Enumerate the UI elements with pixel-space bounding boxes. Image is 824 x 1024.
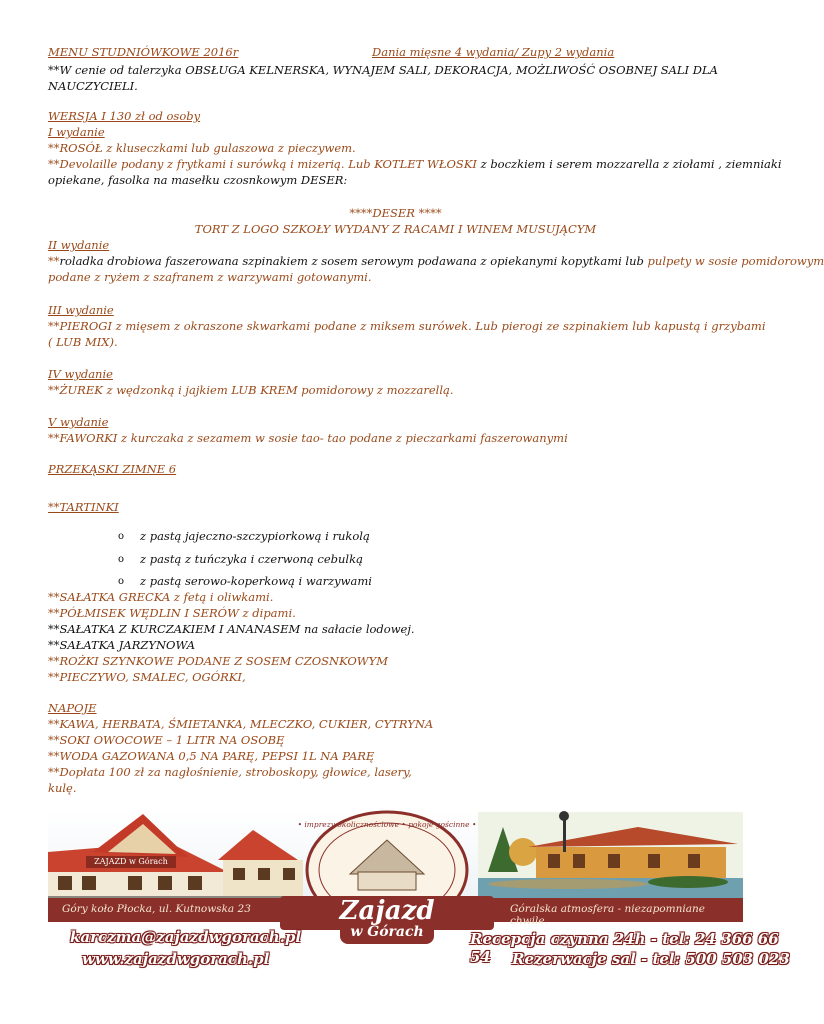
course-3-title: III wydanie bbox=[48, 303, 114, 317]
tartinki-title: **TARTINKI bbox=[48, 500, 119, 514]
course-2-line: **roladka drobiowa faszerowana szpinakiem z sosem serowym podawana z opiekanymi kopytkami lub pulpety w sosie pomidorowym bbox=[48, 254, 824, 268]
drinks-item: **Dopłata 100 zł za nagłośnienie, stroboskopy, głowice, lasery, bbox=[48, 765, 412, 779]
dessert-title: ****DESER **** bbox=[349, 206, 442, 220]
dessert-text: TORT Z LOGO SZKOŁY WYDANY Z RACAMI I WINEM MUSUJĄCYM bbox=[194, 222, 597, 236]
drinks-item: kulę. bbox=[48, 781, 77, 795]
course-5-line: **FAWORKI z kurczaka z sezamem w sosie tao- tao podane z pieczarkami faszerowanymi bbox=[48, 431, 568, 445]
price-note: **W cenie od talerzyka OBSŁUGA KELNERSKA, WYNAJEM SALI, DEKORACJA, MOŻLIWOŚĆ OSOBNEJ SALI DLA bbox=[48, 63, 718, 77]
drinks-item: **SOKI OWOCOWE – 1 LITR NA OSOBĘ bbox=[48, 733, 285, 747]
zajazd-logo bbox=[280, 812, 494, 952]
course-1-line: **Devolaille podany z frytkami i surówką i mizerią. Lub KOTLET WŁOSKI z boczkiem i serem mozzarella z ziołami , ziemniaki bbox=[48, 157, 782, 171]
bullet-icon: o bbox=[118, 554, 125, 565]
reception-phone: Recepcja czynna 24h - tel: 24 366 66 54 bbox=[470, 930, 779, 966]
logo-subtitle: w Górach bbox=[350, 924, 424, 940]
tartinki-item: z pastą jajeczno-szczypiorkową i rukolą bbox=[140, 529, 370, 543]
building-sign: ZAJAZD w Górach bbox=[94, 857, 168, 866]
course-5-title: V wydanie bbox=[48, 415, 109, 429]
dishes-summary: Dania mięsne 4 wydania/ Zupy 2 wydania bbox=[372, 45, 615, 59]
course-4-title: IV wydanie bbox=[48, 367, 113, 381]
cold-item: **PÓŁMISEK WĘDLIN I SERÓW z dipami. bbox=[48, 606, 296, 620]
seal-arc-text: • imprezy okolicznościowe • pokoje gościnne • bbox=[297, 820, 477, 829]
drinks-item: **WODA GAZOWANA 0,5 NA PARĘ, PEPSI 1L NA PARĘ bbox=[48, 749, 375, 763]
email-link[interactable]: karczma@zajazdwgorach.pl bbox=[70, 928, 302, 946]
website-link[interactable]: www.zajazdwgorach.pl bbox=[82, 950, 270, 968]
bullet-icon: o bbox=[118, 576, 125, 587]
cold-item: **ROŻKI SZYNKOWE PODANE Z SOSEM CZOSNKOWYM bbox=[48, 654, 388, 668]
cold-item: **PIECZYWO, SMALEC, OGÓRKI, bbox=[48, 670, 246, 684]
drinks-item: **KAWA, HERBATA, ŚMIETANKA, MLECZKO, CUKIER, CYTRYNA bbox=[48, 717, 434, 731]
address-text: Góry koło Płocka, ul. Kutnowska 23 bbox=[62, 903, 251, 915]
cold-item: **SAŁATKA JARZYNOWA bbox=[48, 638, 196, 652]
cold-item: **SAŁATKA GRECKA z fetą i oliwkami. bbox=[48, 590, 274, 604]
price-note-cont: NAUCZYCIELI. bbox=[48, 79, 138, 93]
version-title: WERSJA I 130 zł od osoby bbox=[48, 109, 201, 123]
slogan-text: Góralska atmosfera - niezapomniane chwile. bbox=[510, 903, 705, 927]
course-4-line: **ŻUREK z wędzonką i jajkiem LUB KREM pomidorowy z mozzarellą. bbox=[48, 383, 454, 397]
cold-item: **SAŁATKA Z KURCZAKIEM I ANANASEM na sałacie lodowej. bbox=[48, 622, 415, 636]
drinks-title: NAPOJE bbox=[48, 701, 97, 715]
course-3-line: ( LUB MIX). bbox=[48, 335, 118, 349]
menu-title: MENU STUDNIÓWKOWE 2016r bbox=[48, 45, 239, 59]
reservations-phone: Rezerwacje sal - tel: 500 503 023 bbox=[512, 950, 790, 968]
course-3-line: **PIEROGI z mięsem z okraszone skwarkami podane z miksem surówek. Lub pierogi ze szpinakiem lub kapustą i grzybami bbox=[48, 319, 766, 333]
cold-starters-title: PRZEKĄSKI ZIMNE 6 bbox=[48, 462, 177, 476]
course-2-line: podane z ryżem z szafranem z warzywami gotowanymi. bbox=[48, 270, 372, 284]
tartinki-item: z pastą serowo-koperkową i warzywami bbox=[140, 574, 372, 588]
bullet-icon: o bbox=[118, 531, 125, 542]
logo-title: Zajazd bbox=[339, 896, 435, 926]
course-2-title: II wydanie bbox=[48, 238, 110, 252]
course-1-line: **ROSÓŁ z kluseczkami lub gulaszowa z pieczywem. bbox=[48, 141, 356, 155]
course-1-line: opiekane, fasolka na masełku czosnkowym DESER: bbox=[48, 173, 348, 187]
course-1-title: I wydanie bbox=[48, 125, 105, 139]
tartinki-item: z pastą z tuńczyka i czerwoną cebulką bbox=[140, 552, 363, 566]
